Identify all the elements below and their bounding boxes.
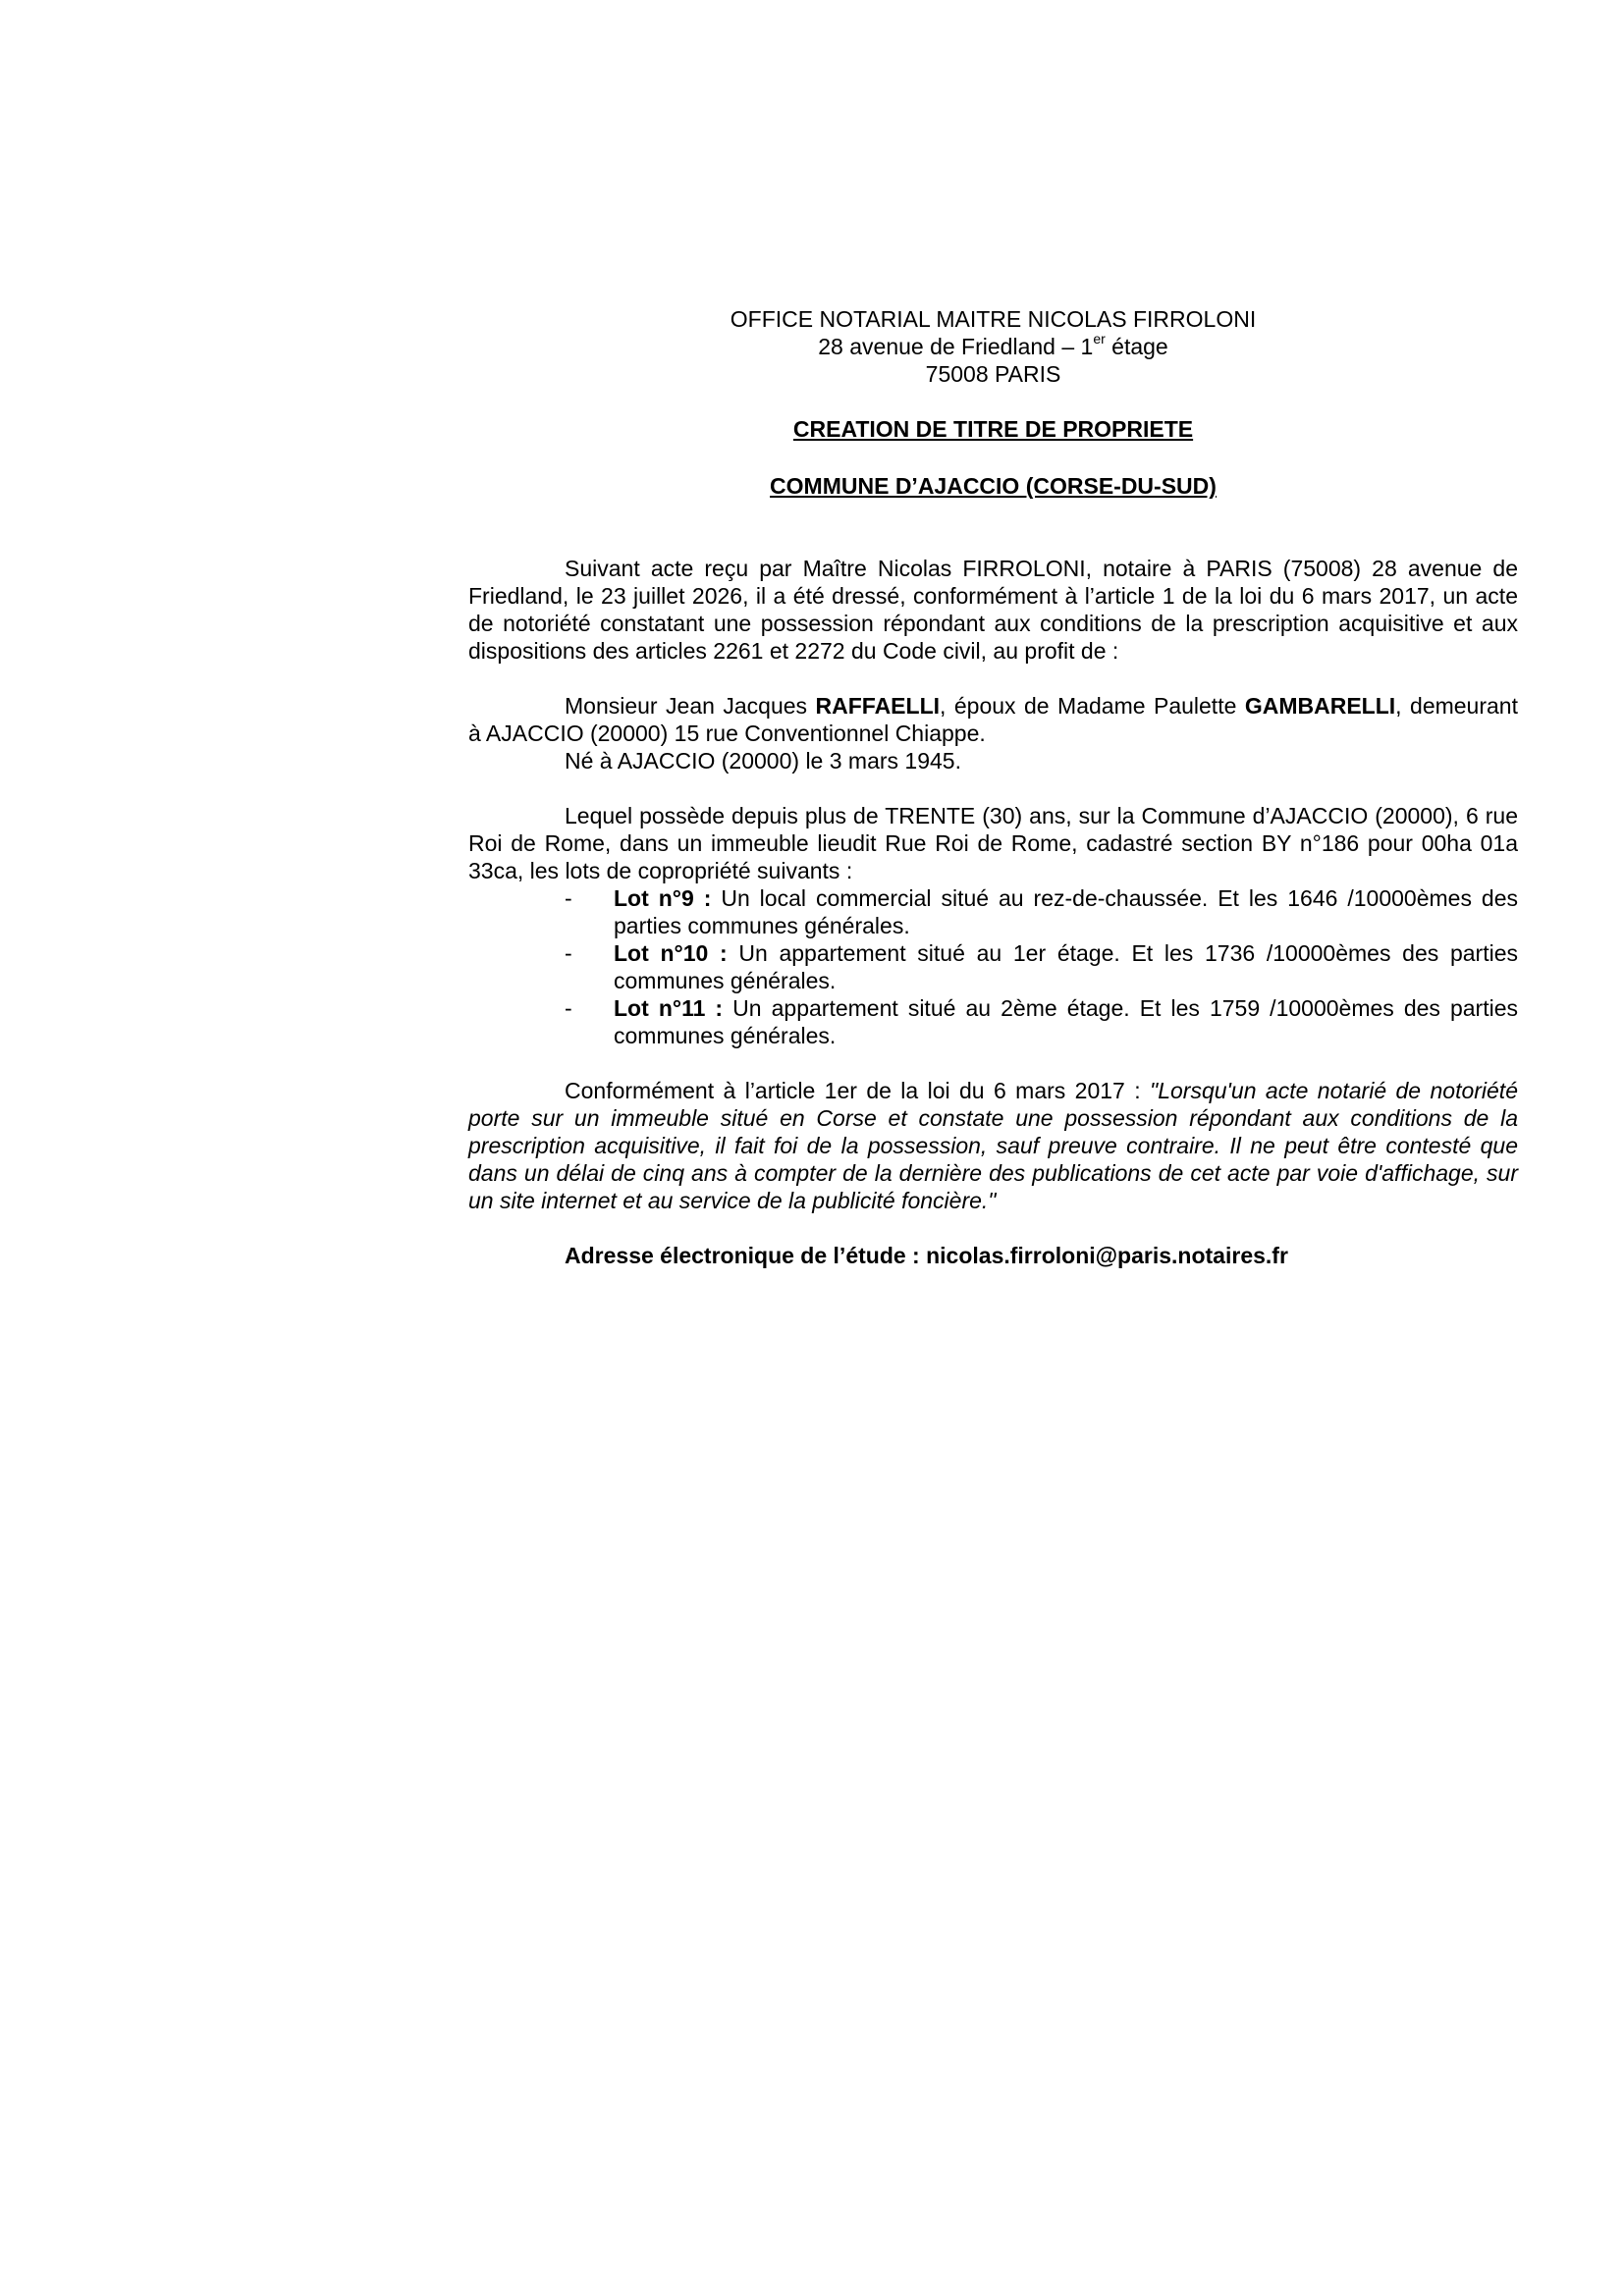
intro-paragraph: Suivant acte reçu par Maître Nicolas FIRROLONI, notaire à PARIS (75008) 28 avenue de Friedland, le 23 juillet 2026, il a été dressé, conformément à l’article 1 de la loi du 6 mars 2017, un acte de notoriété constatant une possession répondant aux conditions de la prescription acquisitive et aux dispositions des articles 2261 et 2272 du Code civil, au profit de :: [468, 556, 1518, 664]
lot-label: Lot n°11 :: [614, 995, 724, 1021]
office-city: 75008 PARIS: [925, 361, 1061, 387]
list-item: [468, 884, 1518, 939]
lot-text: Un appartement situé au 2ème étage. Et les 1759 /10000èmes des parties communes générales.: [614, 995, 1519, 1048]
lot-text: Un appartement situé au 1er étage. Et les 1736 /10000èmes des parties communes générales.: [614, 940, 1518, 993]
contact-email: nicolas.firroloni@paris.notaires.fr: [926, 1243, 1288, 1268]
contact-line: [468, 1242, 1518, 1269]
beneficiary-middle: , époux de Madame Paulette: [940, 693, 1245, 719]
office-address-floor: étage: [1105, 334, 1168, 359]
birth-line: Né à AJACCIO (20000) le 3 mars 1945.: [565, 748, 961, 774]
document-title: CREATION DE TITRE DE PROPRIETE: [792, 416, 1194, 442]
lot-text: Un local commercial situé au rez-de-chaussée. Et les 1646 /10000èmes des parties communes générales.: [614, 885, 1518, 938]
office-address-text: 28 avenue de Friedland – 1: [818, 334, 1094, 359]
office-name: OFFICE NOTARIAL MAITRE NICOLAS FIRROLONI: [730, 306, 1257, 332]
contact-label: Adresse électronique de l’étude :: [565, 1243, 927, 1268]
lot-label: Lot n°9 :: [614, 885, 712, 911]
office-header: [468, 305, 1518, 388]
lots-list: [468, 884, 1518, 1049]
lot-label: Lot n°10 :: [614, 940, 728, 966]
legal-lead: Conformément à l’article 1er de la loi du 6 mars 2017 :: [565, 1078, 1151, 1103]
list-item: [468, 994, 1518, 1049]
document-content: [468, 305, 1518, 1269]
list-dash: -: [565, 940, 572, 966]
commune-title: COMMUNE D’AJACCIO (CORSE-DU-SUD): [770, 473, 1217, 499]
office-address: [468, 333, 1518, 360]
office-address-superscript: er: [1093, 331, 1106, 347]
beneficiary-address: , demeurant à AJACCIO (20000) 15 rue Conventionnel Chiappe.: [468, 693, 1518, 746]
spouse-surname: GAMBARELLI: [1244, 693, 1396, 719]
list-item: [468, 939, 1518, 994]
beneficiary-prefix: Monsieur Jean Jacques: [565, 693, 816, 719]
possession-paragraph: Lequel possède depuis plus de TRENTE (30) ans, sur la Commune d’AJACCIO (20000), 6 rue Roi de Rome, dans un immeuble lieudit Rue Roi de Rome, cadastré section BY n°186 pour 00ha 01a 33ca, les lots de copropriété suivants :: [468, 803, 1518, 883]
beneficiary-paragraph: [468, 692, 1518, 747]
beneficiary-surname: RAFFAELLI: [815, 693, 941, 719]
legal-paragraph: [468, 1077, 1518, 1214]
list-dash: -: [565, 885, 572, 911]
legal-quote: "Lorsqu'un acte notarié de notoriété porte sur un immeuble situé en Corse et constate une possession répondant aux conditions de la prescription acquisitive, il fait foi de la possession, sauf preuve contraire. Il ne peut être contesté que dans un délai de cinq ans à compter de la dernière des publications de cet acte par voie d'affichage, sur un site internet et au service de la publicité foncière.": [468, 1078, 1518, 1213]
list-dash: -: [565, 995, 572, 1021]
